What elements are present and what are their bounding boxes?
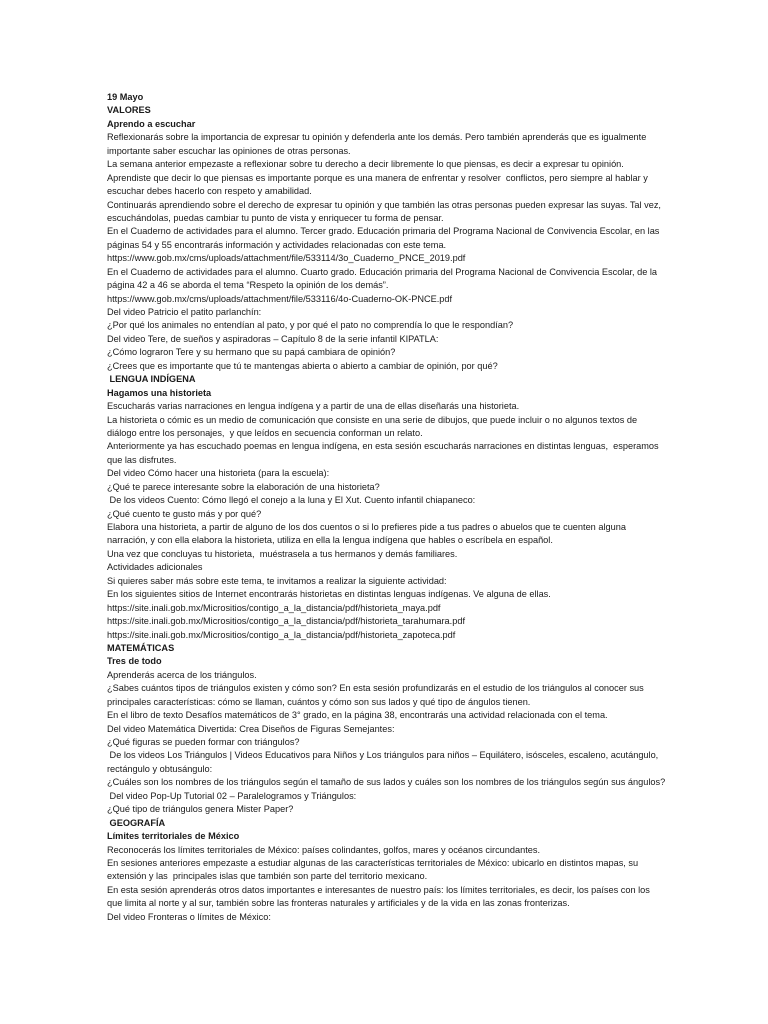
text-line: En los siguientes sitios de Internet encontrarás historietas en distintas lenguas indígenas. Ve alguna de ellas. — [107, 589, 551, 600]
text-line: En el libro de texto Desafíos matemáticos de 3° grado, en la página 38, encontrarás una actividad relacionada con el tema. — [107, 710, 608, 721]
section-heading: VALORES — [107, 105, 151, 116]
section-heading: Hagamos una historieta — [107, 387, 212, 398]
text-line: Si quieres saber más sobre este tema, te invitamos a realizar la siguiente actividad: — [107, 575, 447, 586]
text-line: ¿Por qué los animales no entendían al pato, y por qué el pato no comprendía lo que le respondían? — [107, 320, 514, 331]
text-line: ¿Cómo lograron Tere y su hermano que su papá cambiara de opinión? — [107, 347, 396, 358]
text-line: ¿Qué figuras se pueden formar con triángulos? — [107, 737, 300, 747]
section-heading: GEOGRAFÍA — [107, 817, 166, 828]
text-line: escuchándolas, puedas cambiar tu punto de vista y enriquecer tu forma de pensar. — [107, 212, 444, 223]
text-line: Reflexionarás sobre la importancia de expresar tu opinión y defenderla ante los demás. Pero también aprenderás que es igualmente — [107, 132, 647, 143]
text-line: https://site.inali.gob.mx/Micrositios/contigo_a_la_distancia/pdf/historieta_zapoteca.pdf — [107, 629, 456, 640]
text-line: Continuarás aprendiendo sobre el derecho de expresar tu opinión y que también las otras personas pueden expresar las suyas. Tal vez, — [107, 199, 661, 210]
text-line: ¿Crees que es importante que tú te mantengas abierta o abierto a cambiar de opinión, por qué? — [107, 360, 498, 371]
text-line: que las disfrutes. — [107, 454, 177, 465]
text-line: https://www.gob.mx/cms/uploads/attachment/file/533116/4o-Cuaderno-OK-PNCE.pdf — [107, 293, 453, 304]
text-line: La historieta o cómic es un medio de comunicación que consiste en una serie de dibujos, que puede incluir o no algunos textos de — [107, 414, 638, 425]
text-line: Elabora una historieta, a partir de alguno de los dos cuentos o si lo prefieres pide a tus padres o abuelos que te cuenten alguna — [107, 522, 626, 532]
text-line: rectángulo y obtusángulo: — [107, 763, 213, 774]
text-line: Del video Tere, de sueños y aspiradoras – Capítulo 8 de la serie infantil KIPATLA: — [107, 333, 439, 344]
text-line: ¿Qué cuento te gusto más y por qué? — [107, 508, 262, 519]
text-line: escuchar debes hacerlo con respeto y amabilidad. — [107, 186, 312, 197]
section-heading: Tres de todo — [107, 656, 162, 667]
text-line: Una vez que concluyas tu historieta, muéstrasela a tus hermanos y demás familiares. — [107, 548, 458, 559]
section-heading: Aprendo a escuchar — [107, 118, 196, 129]
text-line: principales características: cómo se llaman, cuántos y cómo son sus lados y qué tipo de ángulos tienen. — [107, 696, 531, 707]
document-body — [107, 91, 666, 924]
text-line: Anteriormente ya has escuchado poemas en lengua indígena, en esta sesión escucharás narraciones en distintas lenguas, esperamos — [107, 441, 659, 452]
section-heading: Límites territoriales de México — [107, 831, 240, 842]
text-line: Aprenderás acerca de los triángulos. — [107, 669, 257, 680]
text-line: página 42 a 46 se aborda el tema “Respeto la opinión de los demás”. — [107, 280, 389, 291]
text-line: https://www.gob.mx/cms/uploads/attachment/file/533114/3o_Cuaderno_PNCE_2019.pdf — [107, 253, 466, 264]
text-line: extensión y las principales islas que también son parte del territorio mexicano. — [107, 871, 428, 882]
text-line: Aprendiste que decir lo que piensas es importante porque es una manera de enfrentar y resolver conflictos, pero siempre al hablar y — [107, 172, 648, 183]
text-line: Actividades adicionales — [107, 562, 203, 573]
text-line: que limita al norte y al sur, también sobre las fronteras naturales y artificiales y de la vida en las zonas fronterizas. — [107, 898, 570, 909]
text-line: Escucharás varias narraciones en lengua indígena y a partir de una de ellas diseñarás una historieta. — [107, 401, 520, 412]
text-line: páginas 54 y 55 encontrarás información y actividades relacionadas con este tema. — [107, 239, 447, 250]
text-line: Del video Cómo hacer una historieta (para la escuela): — [107, 468, 330, 479]
text-line: ¿Sabes cuántos tipos de triángulos existen y cómo son? En esta sesión profundizarás en el estudio de los triángulos al conocer sus — [107, 683, 644, 694]
text-line: https://site.inali.gob.mx/Micrositios/contigo_a_la_distancia/pdf/historieta_tarahumara.pdf — [107, 616, 465, 627]
text-line: Del video Fronteras o límites de México: — [107, 911, 271, 922]
text-line: ¿Qué te parece interesante sobre la elaboración de una historieta? — [107, 481, 380, 492]
section-heading: LENGUA INDÍGENA — [107, 374, 196, 385]
text-line: En el Cuaderno de actividades para el alumno. Cuarto grado. Educación primaria del Programa Nacional de Convivencia Escolar, de la — [107, 266, 658, 277]
text-line: https://site.inali.gob.mx/Micrositios/contigo_a_la_distancia/pdf/historieta_maya.pdf — [107, 602, 441, 613]
text-line: De los videos Cuento: Cómo llegó el conejo a la luna y El Xut. Cuento infantil chiapaneco: — [107, 495, 476, 506]
section-heading: 19 Mayo — [107, 92, 144, 102]
text-line: En el Cuaderno de actividades para el alumno. Tercer grado. Educación primaria del Programa Nacional de Convivencia Escolar, en las — [107, 226, 660, 237]
text-line: Reconocerás los límites territoriales de México: países colindantes, golfos, mares y océanos circundantes. — [107, 844, 541, 855]
text-line: En esta sesión aprenderás otros datos importantes e interesantes de nuestro país: los límites territoriales, es decir, los países con los — [107, 884, 650, 895]
text-line: Del video Patricio el patito parlanchín: — [107, 307, 262, 317]
text-line: narración, y con ella elabora la historieta, utiliza en ella la lengua indígena que hables o escríbela en español. — [107, 535, 553, 546]
text-line: ¿Cuáles son los nombres de los triángulos según el tamaño de sus lados y cuáles son los nombres de los triángulos según sus ángulos? — [107, 777, 666, 788]
text-line: importante saber escuchar las opiniones de otras personas. — [107, 145, 351, 156]
text-line: De los videos Los Triángulos | Videos Educativos para Niños y Los triángulos para niños – Equilátero, isósceles, escaleno, acutángulo, — [107, 750, 659, 761]
text-line: La semana anterior empezaste a reflexionar sobre tu derecho a decir libremente lo que piensas, es decir a expresar tu opinión. — [107, 159, 624, 170]
section-heading: MATEMÁTICAS — [107, 642, 175, 653]
text-line: Del video Pop-Up Tutorial 02 – Paralelogramos y Triángulos: — [107, 790, 357, 801]
text-line: Del video Matemática Divertida: Crea Diseños de Figuras Semejantes: — [107, 723, 395, 734]
text-line: ¿Qué tipo de triángulos genera Mister Paper? — [107, 804, 294, 815]
text-line: En sesiones anteriores empezaste a estudiar algunas de las características territoriales de México: ubicarlo en distintos mapas, su — [107, 857, 639, 868]
text-line: diálogo entre los personajes, y que leídos en secuencia conforman un relato. — [107, 427, 423, 438]
